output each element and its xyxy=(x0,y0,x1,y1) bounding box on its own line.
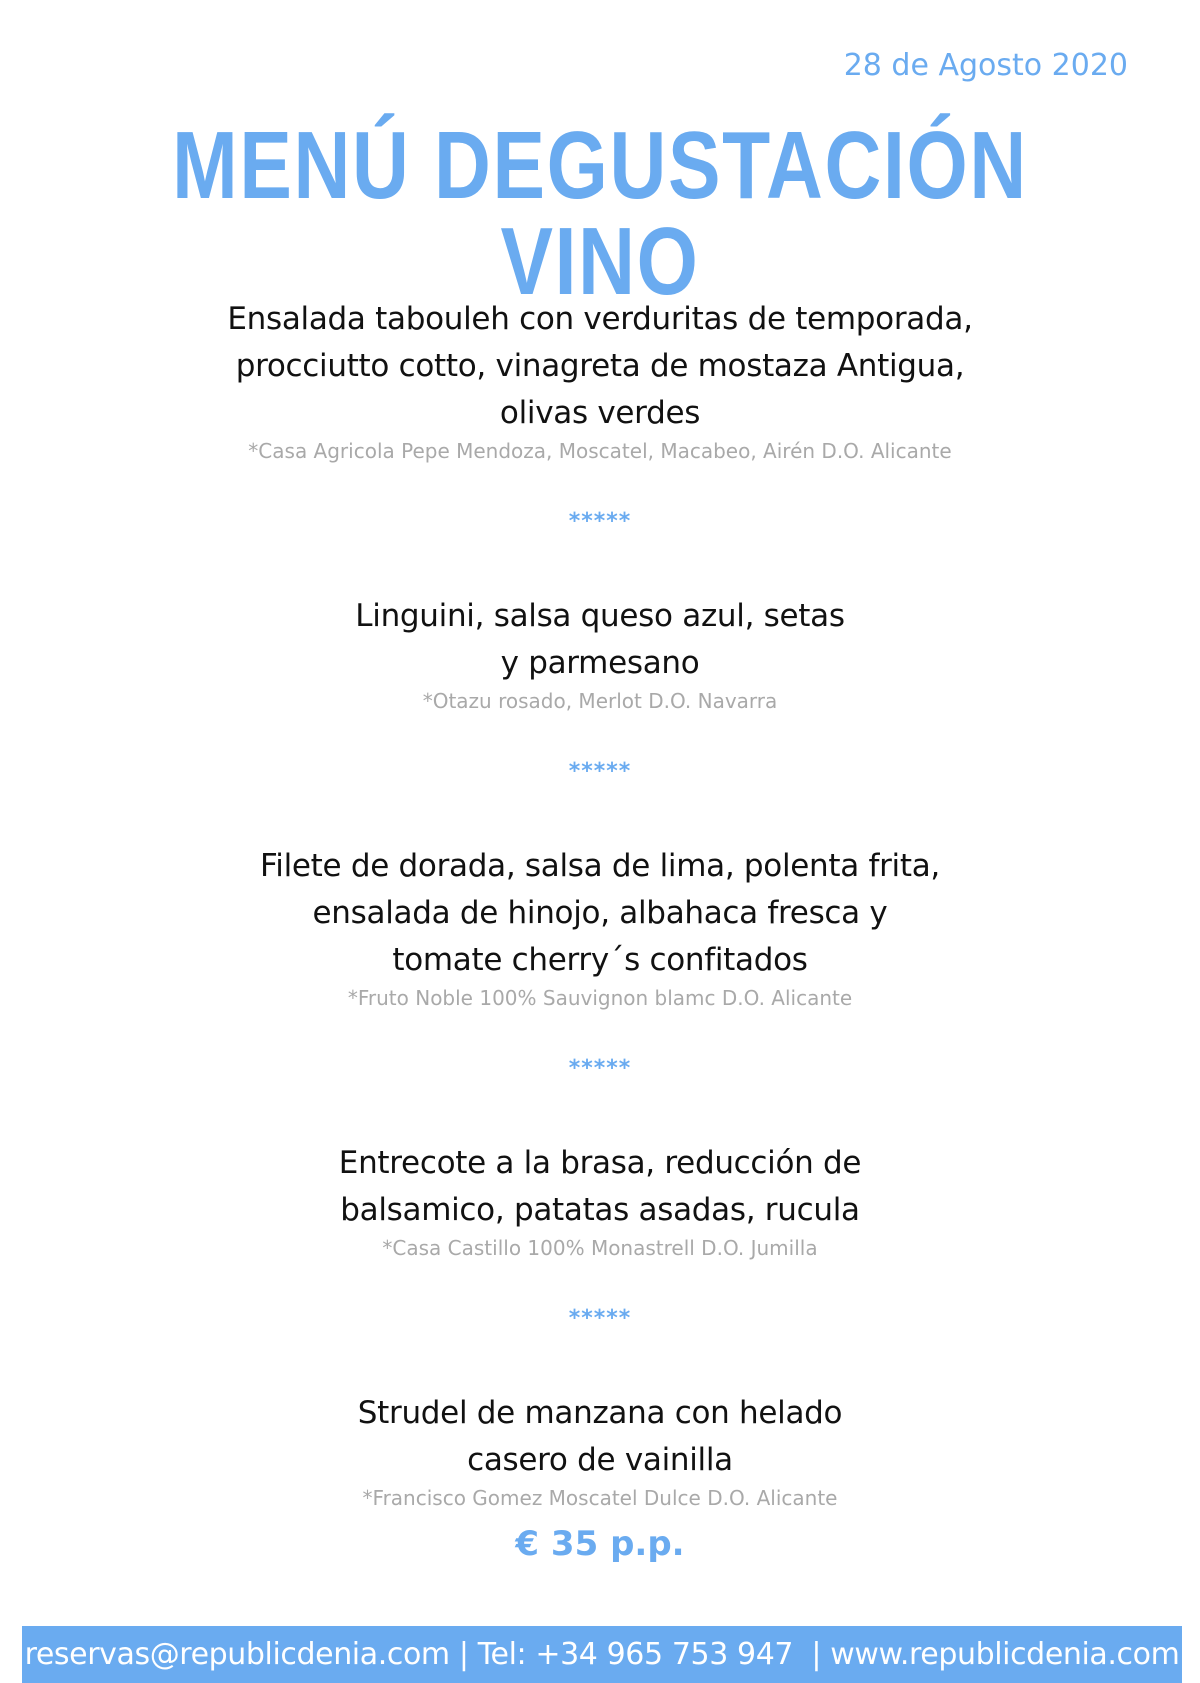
course-separator: ***** xyxy=(568,509,632,534)
course-pasta xyxy=(0,593,1200,715)
dish-line: balsamico, patatas asadas, rucula xyxy=(340,1192,860,1228)
dish-line: Linguini, salsa queso azul, setas xyxy=(355,598,845,634)
wine-pairing: *Casa Castillo 100% Monastrell D.O. Jumilla xyxy=(382,1236,818,1260)
dish-line: casero de vainilla xyxy=(467,1442,733,1478)
course-starter xyxy=(0,296,1200,465)
dish-line: olivas verdes xyxy=(499,395,701,431)
course-separator: ***** xyxy=(568,1056,632,1081)
dish-line: Filete de dorada, salsa de lima, polenta frita, xyxy=(260,848,940,884)
menu-date: 28 de Agosto 2020 xyxy=(843,48,1128,83)
dish-line: ensalada de hinojo, albahaca fresca y xyxy=(312,895,888,931)
course-meat xyxy=(0,1140,1200,1262)
wine-pairing: *Fruto Noble 100% Sauvignon blamc D.O. Alicante xyxy=(347,986,853,1010)
menu-title: MENÚ DEGUSTACIÓN VINO xyxy=(172,112,1028,315)
wine-pairing: *Francisco Gomez Moscatel Dulce D.O. Alicante xyxy=(362,1486,838,1510)
course-separator: ***** xyxy=(568,759,632,784)
dish-line: Ensalada tabouleh con verduritas de temporada, xyxy=(227,301,973,337)
contact-footer xyxy=(22,1626,1182,1683)
dish-line: tomate cherry´s confitados xyxy=(392,942,808,978)
course-fish xyxy=(0,843,1200,1012)
course-separator: ***** xyxy=(568,1306,632,1331)
dish-line: y parmesano xyxy=(500,645,700,681)
contact-info[interactable]: reservas@republicdenia.com | Tel: +34 965 753 947 | www.republicdenia.com xyxy=(24,1637,1180,1672)
wine-pairing: *Casa Agricola Pepe Mendoza, Moscatel, Macabeo, Airén D.O. Alicante xyxy=(248,439,952,463)
wine-pairing: *Otazu rosado, Merlot D.O. Navarra xyxy=(422,689,778,713)
dish-line: procciutto cotto, vinagreta de mostaza Antigua, xyxy=(235,348,965,384)
course-list xyxy=(0,296,1200,1512)
course-dessert xyxy=(0,1390,1200,1512)
dish-line: Entrecote a la brasa, reducción de xyxy=(338,1145,862,1181)
dish-line: Strudel de manzana con helado xyxy=(357,1395,843,1431)
menu-price: € 35 p.p. xyxy=(515,1524,685,1564)
